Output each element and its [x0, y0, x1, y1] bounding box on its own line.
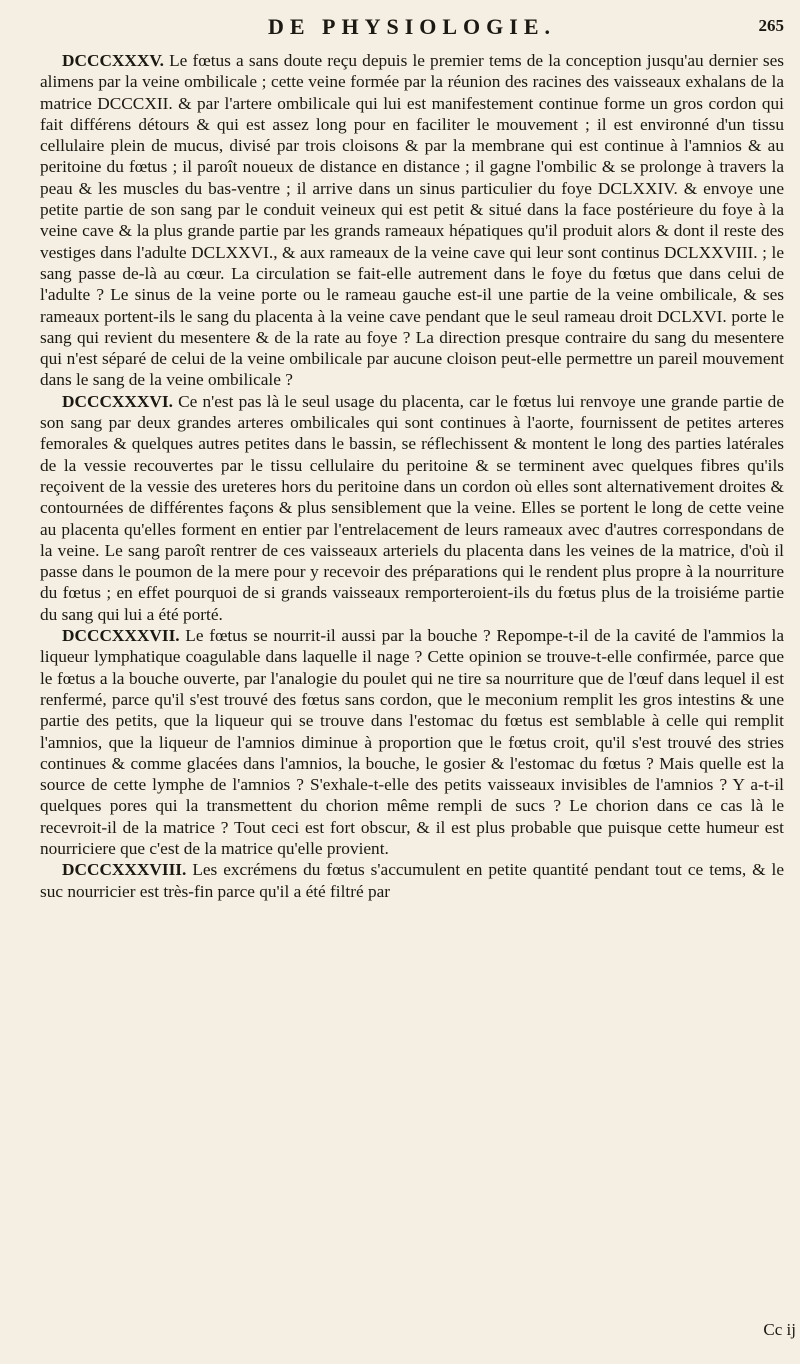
paragraph [40, 625, 784, 859]
paragraph [40, 50, 784, 391]
paragraph [40, 859, 784, 902]
running-head [40, 12, 784, 46]
paragraph-text: Le fœtus se nourrit-il aussi par la bouche ? Repompe-t-il de la cavité de l'ammios la liqueur lymphatique coagulable dans laquelle il nage ? Cette opinion se trouve-t-elle confirmée, parce que le fœtus a la bouche ouverte, par l'analogie du poulet qui ne tire sa nourriture que de l'œuf dans lequel il est renfermé, parce qu'il s'est trouvé des fœtus sans cordon, que le meconium remplit les gros intestins & une partie des petits, que la liqueur qui se trouve dans l'estomac du fœtus est semblable à celle qui remplit l'amnios, que la liqueur de l'amnios diminue à proportion que le fœtus croit, qu'il s'est trouvé des stries continues & comme glacées dans l'amnios, la bouche, le gosier & l'estomac du fœtus ? Mais quelle est la source de cette lymphe de l'amnios ? S'exhale-t-elle des petits vaisseaux invisibles de l'amnios ? Y a-t-il quelques pores qui la transmettent du chorion même rempli de sucs ? Le chorion dans ce cas là le recevroit-il de la matrice ? Tout ceci est fort obscur, & il est plus probable que puisque cette humeur est nourriciere que c'est de la matrice qu'elle provient. [40, 626, 784, 858]
paragraph-text: Ce n'est pas là le seul usage du placenta, car le fœtus lui renvoye une grande partie de son sang par deux grandes arteres ombilicales qui sont continues à l'aorte, fournissent de petites arteres femorales & quelques autres petites dans le bassin, se réflechissent & montent le long des parties latérales de la vessie recouvertes par le tissu cellulaire du peritoine & se terminent avec quelques fibres qu'ils reçoivent de la vessie des ureteres hors du peritoine dans un cordon où elles sont alternativement droites & contournées de différentes façons & plus sensiblement que la veine. Elles se portent le long de cette veine au placenta qu'elles forment en entier par l'entrelacement de leurs rameaux avec d'autres correspondans de la veine. Le sang paroît rentrer de ces vaisseaux arteriels du placenta dans les veines de la matrice, d'où il passe dans le poumon de la mere pour y recevoir des préparations qui le rendent plus propre à la nourriture du fœtus ; en effet pourquoi de si grands vaisseaux remporteroient-ils du fœtus plus de la troisiéme partie du sang qui lui a été porté. [40, 391, 784, 624]
signature-mark: Cc ij [763, 1320, 796, 1339]
paragraph [40, 391, 784, 625]
paragraph-number: DCCCXXXVII. [62, 626, 180, 646]
book-page [40, 12, 784, 902]
body-text [40, 50, 784, 902]
paragraph-number: DCCCXXXVIII. [62, 860, 187, 880]
running-head-title: DE PHYSIOLOGIE. [267, 14, 557, 39]
paragraph-text: Les excrémens du fœtus s'accumulent en petite quantité pendant tout ce tems, & le suc nourricier est très-fin parce qu'il a été filtré par [40, 860, 784, 901]
paragraph-text: Le fœtus a sans doute reçu depuis le premier tems de la conception jusqu'au dernier ses alimens par la veine ombilicale ; cette veine formée par la réunion des racines des vaisseaux exhalans de la matrice DCCCXII. & par l'artere ombilicale qui lui est manifestement continue forme un gros cordon qui fait différens détours & qui est assez long pour en faciliter le mouvement ; il est environné d'un tissu cellulaire plein de mucus, divisé par trois cloisons & par la membrane qui est continue à l'amnios & au peritoine du fœtus ; il paroît noueux de distance en distance ; il gagne l'ombilic & se prolonge à travers la peau & les muscles du bas-ventre ; il arrive dans un sinus particulier du foye DCLXXIV. & envoye une petite partie de son sang par le conduit veineux qui est petit & situé dans la face postérieure du foye à la veine cave & la plus grande partie par les grands rameaux hépatiques qu'il produit alors & dont il reste des vestiges dans l'adulte DCLXXVI., & aux rameaux de la veine cave qui leur sont continus DCLXXVIII. ; le sang passe de-là au cœur. La circulation se fait-elle autrement dans le foye du fœtus que dans celui de l'adulte ? Le sinus de la veine porte ou le rameau gauche est-il une partie de la veine ombilicale, & ses rameaux portent-ils le sang du placenta à la veine cave pendant que le seul rameau droit DCLXVI. porte le sang qui revient du mesentere & de la rate au foye ? La direction presque contraire du sang du mesentere qui n'est séparé de celui de la veine ombilicale par aucune cloison peut-elle permettre un pareil mouvement dans le sang de la veine ombilicale ? [40, 51, 784, 390]
paragraph-number: DCCCXXXVI. [62, 391, 173, 411]
page-number: 265 [758, 16, 784, 35]
paragraph-number: DCCCXXXV. [62, 51, 164, 70]
